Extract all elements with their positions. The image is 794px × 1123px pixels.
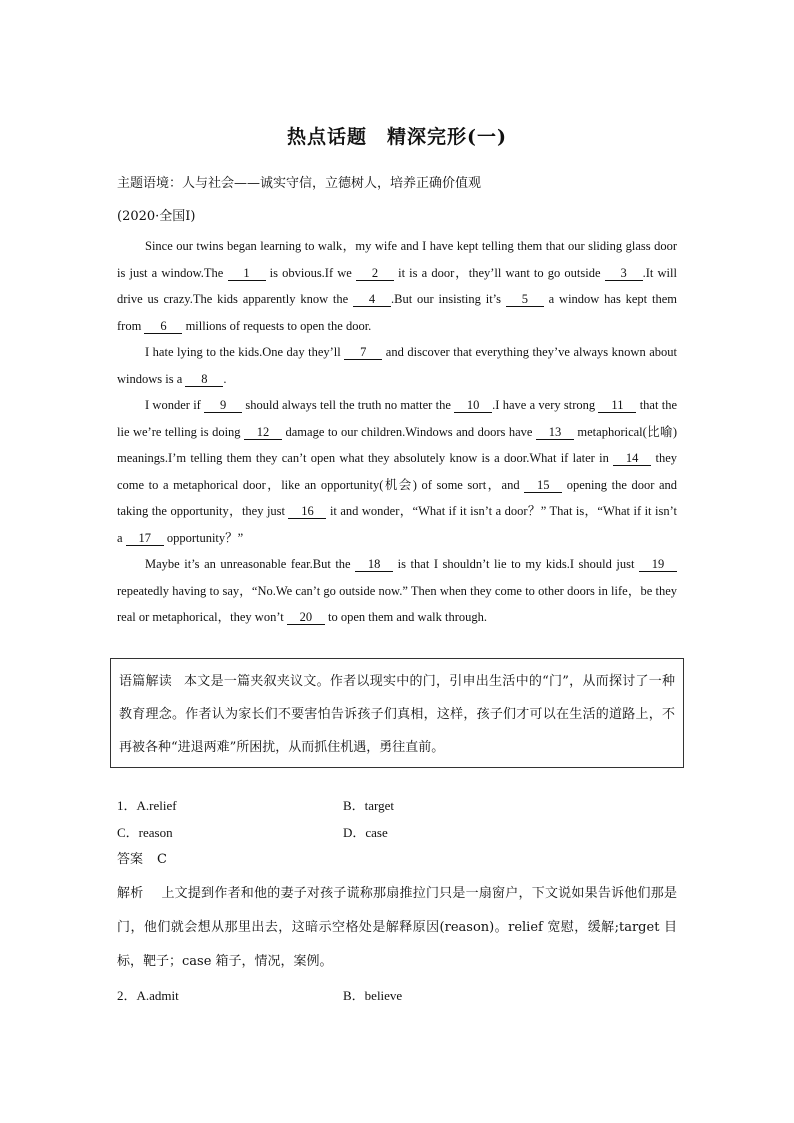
passage-paragraph-1 (117, 233, 677, 339)
blank-11: 11 (598, 398, 636, 413)
passage-analysis-label: 语篇解读 (119, 674, 173, 689)
q1-option-d: D．case (343, 825, 388, 840)
blank-8: 8 (185, 372, 223, 387)
blank-17: 17 (126, 531, 164, 546)
blank-6: 6 (144, 319, 182, 334)
blank-9: 9 (204, 398, 242, 413)
theme-line: 主题语境：人与社会——诚实守信，立德树人，培养正确价值观 (117, 176, 482, 191)
blank-14: 14 (613, 451, 651, 466)
text-run: is obvious.If we (265, 265, 356, 280)
blank-3: 3 (605, 266, 643, 281)
passage-analysis-box (110, 658, 684, 768)
blank-13: 13 (536, 425, 574, 440)
text-run: they come to a metaphorical door，like an opportunity(机会) of some sort，and (117, 451, 677, 492)
blank-16: 16 (288, 504, 326, 519)
text-run: is that I shouldn’t lie to my kids.I should just (393, 557, 639, 571)
cloze-passage (117, 233, 677, 631)
passage-analysis-body: 本文是一篇夹叙夹议文。作者以现实中的门，引申出生活中的“门”，从而探讨了一种教育理念。作者认为家长们不要害怕告诉孩子们真相，这样，孩子们才可以在生活的道路上，不再被各种“进退两难”所困扰，从而抓住机遇，勇往直前。 (119, 674, 675, 755)
text-run: to open them and walk through. (324, 610, 487, 624)
analysis-label: 解析 (117, 886, 144, 901)
source-line: (2020·全国Ⅰ) (117, 209, 196, 224)
blank-18: 18 (355, 557, 393, 572)
analysis-block (117, 877, 677, 979)
text-run: millions of requests to open the door. (182, 318, 372, 333)
blank-5: 5 (506, 292, 544, 307)
blank-15: 15 (524, 478, 562, 493)
text-run: that the lie we’re telling is doing (117, 398, 677, 439)
answer-line (117, 848, 167, 867)
q2-option-a: 2．A.admit (117, 988, 179, 1003)
text-run: Maybe it’s an unreasonable fear.But the (145, 557, 356, 571)
text-run: .But our insisting it’s (391, 292, 506, 306)
blank-10: 10 (454, 398, 492, 413)
page-title: 热点话题 精深完形(一) (287, 126, 507, 148)
text-run: should always tell the truth no matter the (242, 398, 455, 412)
text-run: it is a door，they’ll want to go outside (393, 265, 605, 280)
text-run: and discover that everything they’ve always known about windows is a (117, 345, 677, 386)
passage-paragraph-4 (117, 551, 677, 631)
blank-19: 19 (639, 557, 677, 572)
q1-option-b: B．target (343, 798, 395, 813)
text-run: metaphorical(比喻) meanings.I’m telling them they can’t open what they absolutely know is a door.What if later in (117, 424, 677, 465)
answer-label: 答案 (117, 852, 144, 867)
q1-option-c: C．reason (117, 825, 173, 840)
text-run: Since our twins began learning to walk，my wife and I have kept telling them that our sliding glass door is just a window.The (117, 239, 677, 280)
passage-paragraph-3 (117, 392, 677, 551)
blank-2: 2 (356, 266, 394, 281)
blank-1: 1 (228, 266, 266, 281)
text-run: damage to our children.Windows and doors have (282, 424, 536, 439)
q1-option-a: 1．A.relief (117, 798, 177, 813)
q2-option-b: B．believe (343, 988, 403, 1003)
question-1-options-row-2 (117, 822, 569, 841)
question-2-options-row-1 (117, 985, 569, 1004)
passage-paragraph-2 (117, 339, 677, 392)
text-run: .It will drive us crazy.The kids apparently know the (117, 265, 677, 306)
analysis-body: 上文提到作者和他的妻子对孩子谎称那扇推拉门只是一扇窗户，下文说如果告诉他们那是门，他们就会想从那里出去，这暗示空格处是解释原因(reason)。relief 宽慰，缓解;target 目标，靶子；case 箱子，情况，案例。 (117, 886, 677, 969)
text-run: . (223, 371, 227, 386)
text-run: opening the door and taking the opportunity，they just (117, 477, 677, 518)
text-run: a window has kept them from (117, 292, 677, 333)
blank-12: 12 (244, 425, 282, 440)
answer-value: C (157, 852, 167, 867)
text-run: I wonder if (145, 398, 205, 412)
text-run: opportunity？” (163, 530, 244, 545)
text-run: .I have a very strong (492, 398, 599, 412)
text-run: repeatedly having to say，“No.We can’t go outside now.” Then when they come to other doors in life，be they real or metaphorical，they won’t (117, 583, 677, 624)
blank-20: 20 (287, 610, 325, 625)
blank-4: 4 (353, 292, 391, 307)
text-run: it and wonder，“What if it isn’t a door？” That is，“What if it isn’t a (117, 504, 677, 545)
analysis-text (117, 877, 677, 979)
text-run: I hate lying to the kids.One day they’ll (145, 345, 345, 359)
blank-7: 7 (344, 345, 382, 360)
question-1-options-row-1 (117, 795, 569, 814)
passage-analysis-text (119, 665, 675, 764)
